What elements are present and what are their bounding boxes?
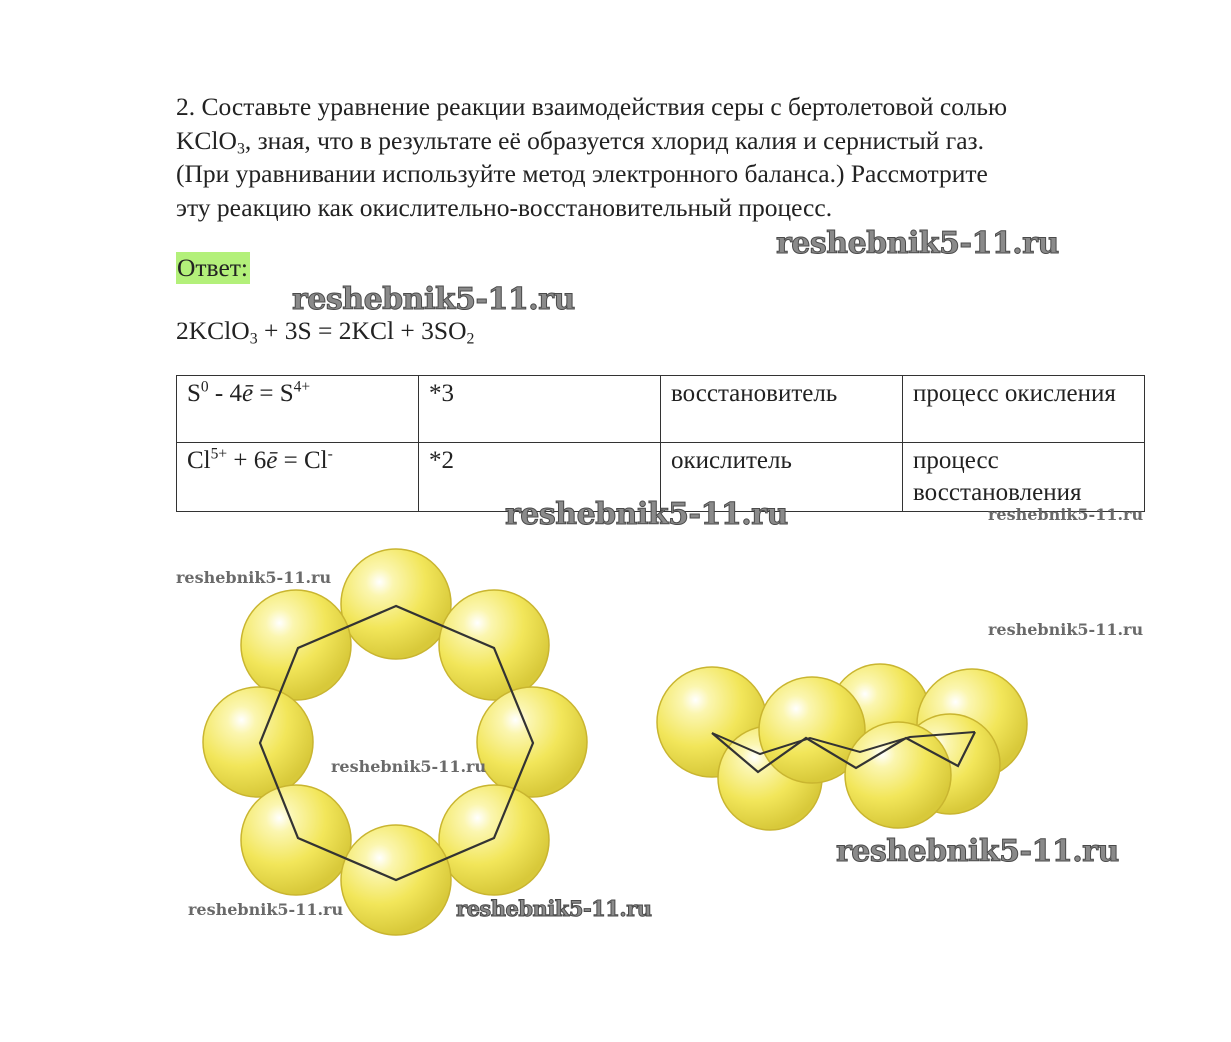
- question-line-4: эту реакцию как окислительно-восстановительный процесс.: [176, 192, 833, 222]
- sulfur-atom: [203, 687, 313, 797]
- watermark: reshebnik5-11.ru: [292, 282, 575, 317]
- sulfur-atom: [341, 549, 451, 659]
- answer-label: Ответ:: [177, 253, 248, 282]
- watermark: reshebnik5-11.ru: [505, 497, 788, 532]
- watermark: reshebnik5-11.ru: [331, 757, 487, 776]
- s8-side-model: [657, 664, 1027, 830]
- sulfur-atom: [439, 785, 549, 895]
- sulfur-atom: [439, 590, 549, 700]
- watermark: reshebnik5-11.ru: [988, 620, 1144, 639]
- sulfur-atom: [845, 722, 951, 828]
- sulfur-atom: [241, 785, 351, 895]
- watermark: reshebnik5-11.ru: [776, 226, 1059, 261]
- half-reaction-cell: $S^0$ - 4ē = $S^{4+}$: [177, 376, 419, 443]
- question-line-3: (При уравнивании используйте метод электронного баланса.) Рассмотрите: [176, 159, 988, 188]
- role-cell: восстановитель: [661, 376, 903, 443]
- watermark: reshebnik5-11.ru: [988, 505, 1144, 524]
- watermark: reshebnik5-11.ru: [456, 896, 652, 921]
- question-line-2: KClO$_3$, зная, что в результате её образуется хлорид калия и сернистый газ.: [176, 125, 984, 158]
- coefficient-cell: *2: [419, 443, 661, 512]
- watermark: reshebnik5-11.ru: [176, 568, 332, 587]
- process-cell: процесс окисления: [903, 376, 1145, 443]
- reaction-equation: 2KClO$_3$ + $3S = 2KCl + 3SO_2$: [176, 316, 475, 348]
- role-cell: окислитель: [661, 443, 903, 512]
- watermark: reshebnik5-11.ru: [188, 900, 344, 919]
- watermark: reshebnik5-11.ru: [836, 834, 1119, 869]
- question-line-1: 2. Составьте уравнение реакции взаимодействия серы с бертолетовой солью: [176, 92, 1008, 121]
- process-cell: процесс восстановления: [903, 443, 1145, 512]
- coefficient-cell: *3: [419, 376, 661, 443]
- half-reaction-cell: $Cl^{5+}$ + 6ē = Cl-: [177, 443, 419, 512]
- s8-ring-model: [203, 549, 587, 935]
- sulfur-atom: [241, 590, 351, 700]
